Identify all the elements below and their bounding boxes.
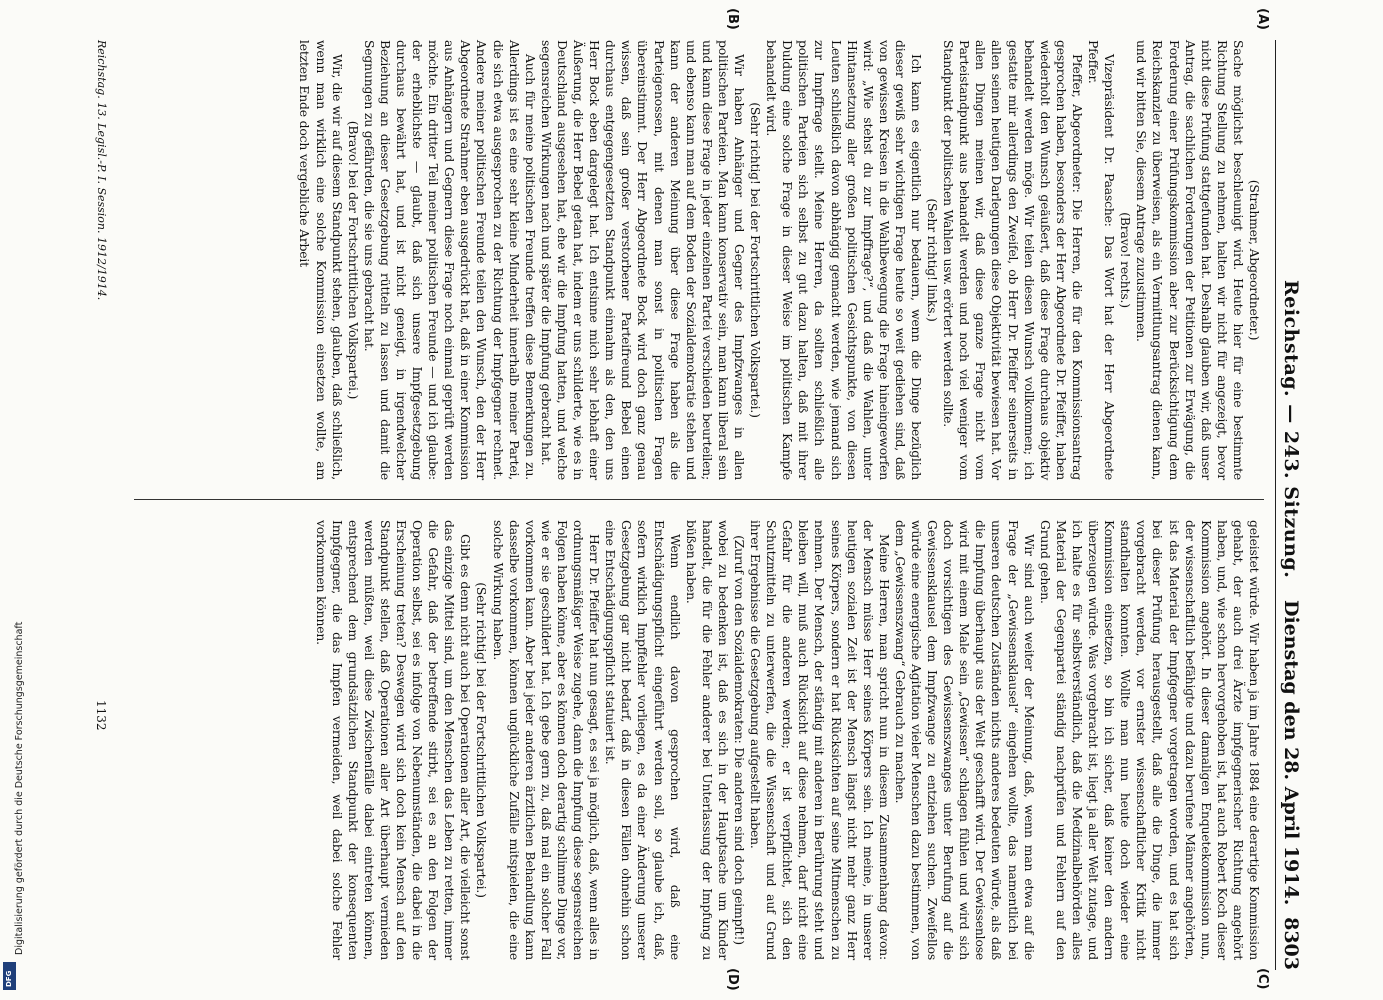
paragraph: Meine Herren, man spricht nun in diesem Zusammenhang davon: der Mensch müsse Herr seines Körpers sein. Ich meine, in unserer heutigen sozialen Zeit ist der Mensch längst nicht mehr ganz Herr seines Körpers, sondern er hat Rücksichten auf seine Mitmenschen zu nehmen. Der Mensch, der ständig mit anderen in Berührung steht und bleiben will, muß auch Rücksicht auf diese nehmen, darf nicht eine Gefahr für die anderen werden; er ist verpflichtet, sich den Schutzmitteln zu unterwerfen, die die Wissenschaft und auf Grund ihrer Ergebnisse die Gesetzgebung aufgestellt haben. — [748, 520, 892, 960]
interjection: (Bravo! rechts.) — [1118, 212, 1134, 308]
header-title: Reichstag. — 243. Sitzung. — [1280, 280, 1302, 579]
speaker-header: (Strahmer, Abgeordneter.) — [1247, 179, 1262, 341]
interjection: (Sehr richtig! bei der Fortschrittlichen Volkspartei.) — [748, 102, 764, 418]
paragraph: Gibt es denn nicht auch bei Operationen aller Art, die vielleicht sonst das einzige Mittel sind, um den Menschen das Leben zu retten, immer die Gefahr, daß der betreffende stirbt, sei es an den Folgen der Operation selbst, sei es infolge von Nebenumständen, die dabei in die Erscheinung treten? Deswegen wird sich doch kein Mensch auf den Standpunkt stellen, daß Operationen aller Art überhaupt vermieden werden müßten, weil diese Zwischenfälle dabei eintreten können, entsprechend dem grundsätzlichen Standpunkt der konsequenten Impfgegner, die das Impfen vermeiden, weil dabei solche Fehler vorkommen können. — [313, 520, 474, 960]
margin-marker-d: (D) — [725, 968, 740, 991]
interjection: (Sehr richtig! bei der Fortschrittlichen Volkspartei.) — [474, 582, 490, 898]
header-date: Dienstag den 28. April 1914. — [1280, 600, 1302, 906]
margin-marker-c: (C) — [1255, 968, 1270, 990]
footer-sheet-number: 1132 — [94, 700, 108, 731]
paragraph: Wenn endlich davon gesprochen wird, daß eine Entschädigungspflicht eingeführt werden soll, so glaube ich, daß, sofern wirklich Impffehler vorliegen, es da einer Änderung unserer Gesetzgebung gar nicht bedarf, daß in diesen Fällen ohnehin schon eine Entschädigungspflicht statuiert ist. — [603, 520, 683, 960]
paragraph: Pfeffer, Abgeordneter: Die Herren, die für den Kommissionsantrag gesprochen haben, besonders der Herr Abgeordnete Dr. Pfeiffer, haben wiederholt den Wunsch geäußert, daß diese Frage durchaus objektiv behandelt werden möge. Wir teilen diesen Wunsch vollkommen; ich gestatte mir allerdings den Zweifel, ob Herr Dr. Pfeiffer seinerseits in allen seinen heutigen Darlegungen diese Objektivität bewiesen hat. Vor allen Dingen meinen wir, daß diese ganze Frage nicht vom Parteistandpunkt aus behandelt werden und noch viel weniger vom Standpunkt der politischen Wahlen usw. erörtert werden sollte. — [941, 40, 1085, 480]
paragraph: Vizepräsident Dr. Paasche: Das Wort hat der Herr Abgeordnete Pfeffer. — [1086, 40, 1118, 480]
margin-marker-a: (A) — [1255, 8, 1270, 30]
column-divider — [134, 499, 1264, 500]
footer-session-info: Reichstag. 13. Legisl.-P. I. Session. 1912/1914. — [95, 40, 108, 301]
dfg-logo-text: DFG — [5, 970, 13, 987]
paragraph: Auch für meine politischen Freunde treffen diese Bemerkungen zu. Allerdings ist es eine sehr kleine Minderheit innerhalb meiner Partei, die sich etwa ausgesprochen zu der Richtung der Impfgegner rechnet. Andere meiner politischen Freunde teilen den Wunsch, den der Herr Abgeordnete Strahmer eben ausgedrückt hat, daß in einer Kommission aus Anhängern und Gegnern diese Frage noch einmal geprüft werden möchte. Ein dritter Teil meiner politischen Freunde — und ich glaube: der erheblichste — glaubt, daß sich unsere Impfgesetzgebung durchaus bewährt hat, und ist nicht geneigt, in irgendwelcher Beziehung an dieser Gesetzgebung rütteln zu lassen und damit die Segnungen zu gefährden, die sie uns gebracht hat. — [361, 40, 538, 480]
margin-marker-b: (B) — [725, 8, 740, 30]
left-column — [296, 40, 1262, 480]
paragraph: Ich kann es eigentlich nur bedauern, wenn die Dinge bezüglich dieser gewiß sehr wichtigen Frage heute so weit gediehen sind, daß von gewissen Kreisen in die Wahlbewegung die Frage hineingeworfen wird: „Wie stehst du zur Impffrage?“, und daß die Wahlen, unter Hintansetzung aller großen politischen Gesichtspunkte, von diesen Leuten schließlich davon abhängig gemacht werden, wie jemand sich zur Impffrage stellt. Meine Herren, da sollten schließlich alle politischen Parteien sich selbst zu gut dazu halten, daß mit ihrer Duldung eine solche Frage in dieser Weise im politischen Kampfe behandelt wird. — [764, 40, 925, 480]
page-number-right: 8303 — [1280, 917, 1302, 970]
interjection: (Zuruf von den Sozialdemokraten: Die anderen sind doch geimpft!) — [732, 535, 747, 945]
interjection: (Sehr richtig! links.) — [925, 198, 941, 322]
paragraph: wobei zu bedenken ist, daß es sich in der Hauptsache um Kinder handelt, die für die Fehler anderer bei Unterlassung der Impfung zu büßen haben. — [683, 520, 731, 960]
paragraph: Wir haben Anhänger und Gegner des Impfzwanges in allen politischen Parteien. Man kann konservativ sein, man kann liberal sein und kann diese Frage in jeder einzelnen Partei verschieden beurteilen; und ebenso kann man auf dem Boden der Sozialdemokratie stehen und kann der anderen Meinung über diese Frage haben als die Parteigenossen, mit denen man sonst in politischen Fragen übereinstimmt. Der Herr Abgeordnete Bock wird doch ganz genau wissen, daß sein großer verstorbener Parteifreund Bebel einen durchaus entgegengesetzten Standpunkt einnahm als den, den uns Herr Bock eben dargelegt hat. Ich entsinne mich sehr lebhaft einer Äußerung, die Herr Bebel getan hat, indem er uns schilderte, wie es in Deutschland ausgesehen hat, ehe wir die Impfung hatten, und welche segensreichen Wirkungen nach und später die Impfung gebracht hat. — [538, 40, 747, 480]
paragraph: Wir sind auch weiter der Meinung, daß, wenn man etwa auf die Frage der „Gewissensklausel“ eingehen wollte, das namentlich bei unseren deutschen Zuständen nichts anderes bedeuten würde, als daß die Impfung überhaupt aus der Welt geschafft wird. Der Gewissenlose wird mit einem Male sein „Gewissen“ schlagen fühlen und wird sich doch vorsichtigen des Gewissenszwanges unter Berufung auf die Gewissensklausel dem Impfzwange zu entziehen suchen. Zweifellos würde eine energische Agitation vieler Menschen dazu bestimmen, von dem „Gewissenszwang“ Gebrauch zu machen. — [892, 520, 1037, 960]
paragraph: Wir, die wir auf diesem Standpunkt stehen, glauben, daß schließlich, wenn man wirklich eine solche Kommission einsetzen wollte, am letzten Ende doch vergebliche Arbeit — [297, 40, 345, 480]
page-header — [1275, 40, 1302, 970]
paragraph: geleistet würde. Wir haben ja im Jahre 1884 eine derartige Kommission gehabt, der auch drei Ärzte impfgegnerischer Richtung angehört haben, und, wie schon hervorgehoben ist, hat auch Robert Koch dieser Kommission angehört. In dieser damaligen Enquetekommission nun, der wissenschaftlich befähigte und dazu berufene Männer angehörten, ist das Material der Impfgegner vorgetragen worden, und es hat sich bei dieser Prüfung herausgestellt, daß alle die Dinge, die immer vorgebracht werden, vor ernster wissenschaftlicher Kritik nicht standhalten konnten. Wollte man nun heute doch wieder eine Kommission einsetzen, so bin ich sicher, daß keiner den andern überzeugen würde. Was vorgebracht ist, liegt ja aller Welt zutage, und ich halte es für selbstverständlich, daß die Medizinalbehörden alles Material der Gegenpartei ständig nachprüfen und Fehlern auf den Grund gehen. — [1037, 520, 1262, 960]
interjection: (Bravo! bei der Fortschrittlichen Volkspartei.) — [345, 120, 361, 400]
dfg-logo-icon — [3, 962, 16, 990]
right-column — [312, 520, 1262, 960]
paragraph: Sache möglichst beschleunigt wird. Heute hier für eine bestimmte Richtung Stellung zu nehmen, halten wir nicht für angezeigt, bevor nicht diese Prüfung stattgefunden hat. Deshalb glauben wir, daß unser Antrag, die sachlichen Forderungen der Petitionen zur Erwägung, die Forderung einer Prüfungskommission aber zur Berücksichtigung dem Reichskanzler zu überweisen, als ein Vermittlungsantrag dienen kann, und wir bitten Sie, diesem Antrage zuzustimmen. — [1134, 40, 1246, 480]
digitization-credit — [2, 0, 25, 1000]
credit-text: Digitalisierung gefördert durch die Deutsche Forschungsgemeinschaft — [14, 621, 25, 955]
paragraph: Herr Dr. Pfeiffer hat nun gesagt, es sei ja möglich, daß, wenn alles in ordnungsmäßiger Weise zugehe, dann die Impfung diese segensreichen Folgen haben könne, aber es können doch derartig schlimme Dinge vor, wie er sie geschildert hat. Ich gebe gern zu, daß mal ein solcher Fall vorkommen kann. Aber bei jeder anderen ärztlichen Behandlung kann dasselbe vorkommen, können unglückliche Zufälle mitspielen, die eine solche Wirkung haben. — [490, 520, 603, 960]
